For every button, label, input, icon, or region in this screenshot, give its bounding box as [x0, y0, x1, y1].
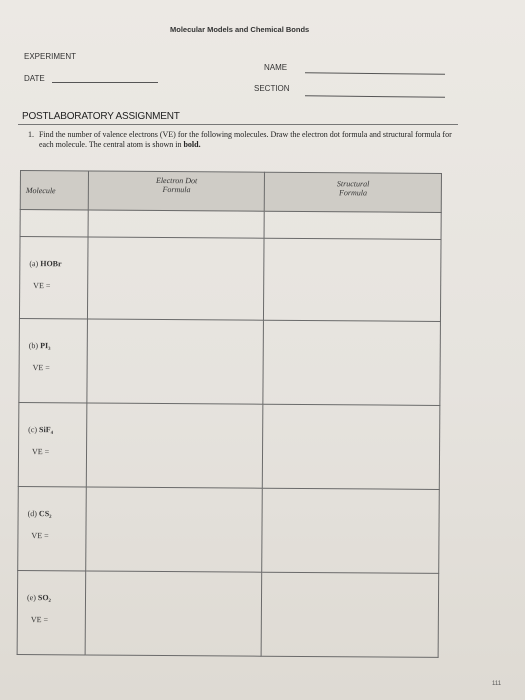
row-label: (e) [26, 593, 36, 603]
table-row [17, 570, 439, 657]
structural-cell-d[interactable] [262, 488, 439, 573]
experiment-label: EXPERIMENT [24, 52, 77, 61]
molecule-cell-e [17, 570, 85, 654]
row-label: (b) [28, 341, 39, 351]
electron-dot-cell-a[interactable] [87, 237, 264, 320]
molecule-formula: SO₂ [37, 593, 52, 603]
ve-field[interactable]: VE = [33, 281, 51, 291]
ve-field[interactable]: VE = [31, 531, 49, 541]
page-number: 111 [492, 681, 502, 687]
col-molecule: Molecule [20, 171, 88, 210]
row-label: (d) [27, 509, 37, 519]
structural-cell-c[interactable] [263, 404, 440, 489]
col-electron-dot [88, 171, 265, 211]
date-line [52, 82, 158, 83]
ve-field[interactable]: VE = [32, 363, 50, 373]
molecule-cell-a [19, 237, 87, 319]
molecule-formula: SiF₄ [39, 425, 54, 435]
col-electron-dot-line1: Electron Dot [155, 175, 198, 186]
molecule-cell-b [19, 318, 87, 402]
section-label: SECTION [254, 84, 290, 93]
molecule-table [17, 170, 442, 658]
instruction-bold: bold. [183, 139, 201, 149]
instruction-text: Find the number of valence electrons (VE) for the following molecules. Draw the electron dot formula and structural formula for each molecule. The central atom is shown in [39, 130, 452, 149]
table-header-row [20, 171, 441, 213]
row-label: (a) [29, 259, 39, 269]
question-number: 1. [28, 130, 34, 139]
col-electron-dot-line2: Formula [162, 184, 191, 195]
structural-cell-b[interactable] [263, 320, 440, 405]
structural-cell-a[interactable] [264, 238, 441, 321]
electron-dot-cell-c[interactable] [86, 403, 263, 488]
table-row [18, 486, 440, 573]
assignment-heading: POSTLABORATORY ASSIGNMENT [22, 111, 180, 122]
electron-dot-cell-b[interactable] [87, 319, 264, 404]
col-structural-line2: Formula [339, 188, 368, 198]
page-title: Molecular Models and Chemical Bonds [170, 25, 310, 34]
electron-dot-cell-d[interactable] [86, 487, 263, 572]
ve-field[interactable]: VE = [30, 615, 49, 625]
date-label: DATE [24, 74, 45, 83]
molecule-cell-d [18, 486, 86, 570]
name-line [305, 72, 445, 74]
col-structural-line1: Structural [336, 179, 370, 189]
molecule-cell-c [18, 402, 86, 486]
table-row [19, 318, 441, 405]
ve-field[interactable]: VE = [32, 447, 50, 457]
table-row [19, 237, 441, 322]
table-row [18, 402, 440, 489]
name-label: NAME [264, 63, 288, 72]
section-line [305, 95, 445, 97]
molecule-formula: HOBr [40, 259, 62, 269]
electron-dot-cell-e[interactable] [85, 571, 262, 656]
spacer-row [20, 210, 441, 240]
col-structural [265, 172, 442, 212]
molecule-formula: CS₂ [38, 509, 52, 519]
structural-cell-e[interactable] [262, 572, 439, 657]
question-instruction [39, 130, 454, 149]
molecule-formula: PI₃ [40, 341, 51, 351]
row-label: (c) [28, 425, 38, 435]
heading-rule [18, 124, 458, 125]
